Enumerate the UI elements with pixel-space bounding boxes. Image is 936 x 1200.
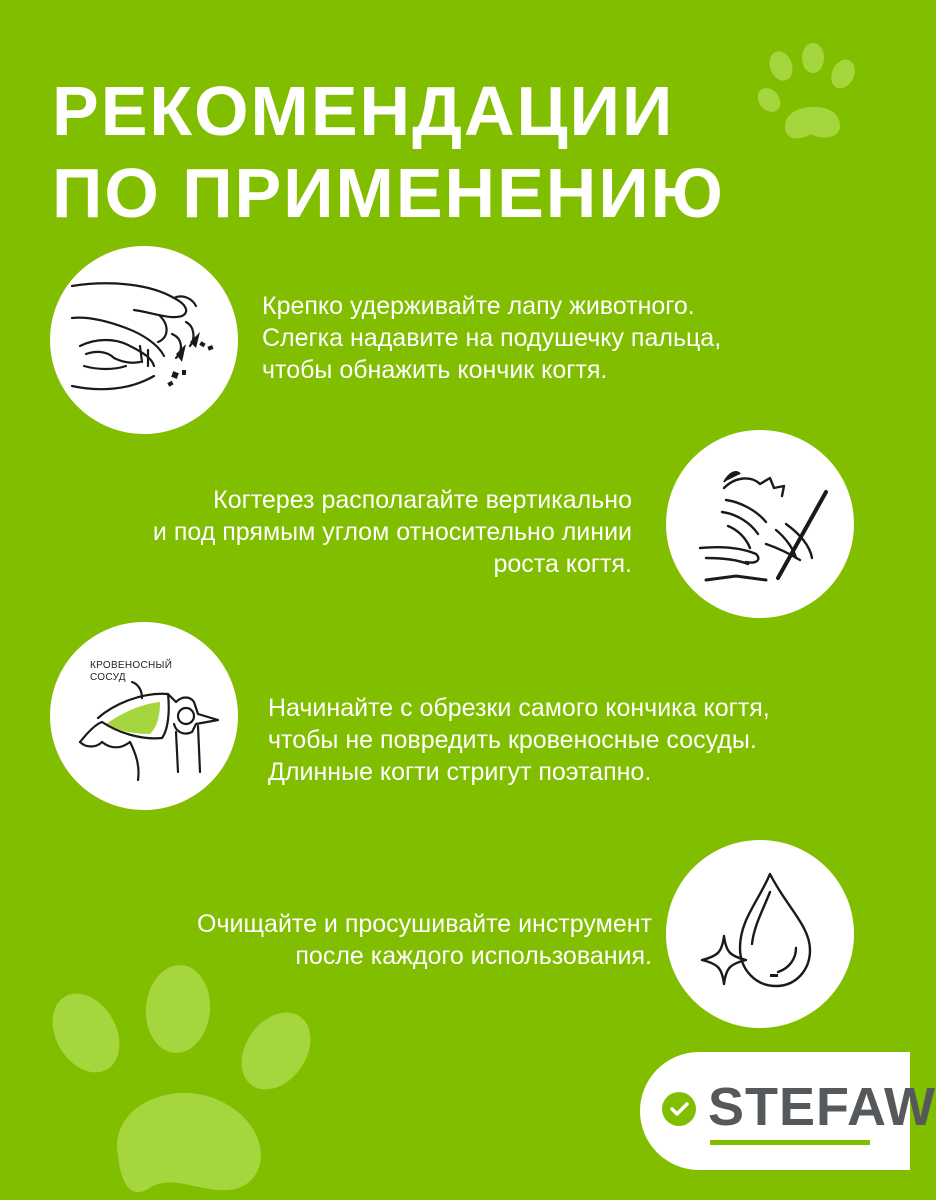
clean-drop-sparkle-icon (666, 840, 854, 1028)
step-4-line-1: Очищайте и просушивайте инструмент (197, 910, 652, 938)
step-2-line-3: роста когтя. (493, 550, 632, 578)
step-1-line-1: Крепко удерживайте лапу животного. (262, 292, 695, 320)
blood-vessel-label-line-2: СОСУД (90, 672, 126, 683)
step-1-line-3: чтобы обнажить кончик когтя. (262, 356, 608, 384)
logo-underline (710, 1138, 870, 1148)
step-3-icon-circle (50, 622, 238, 810)
step-4-text (20, 908, 652, 972)
step-1-icon-circle (50, 246, 238, 434)
step-3-line-1: Начинайте с обрезки самого кончика когтя, (268, 694, 770, 722)
hand-holding-paw-icon (50, 246, 238, 434)
check-badge-icon (662, 1092, 696, 1126)
paw-print-decoration-bottom (28, 965, 318, 1195)
step-1-text (262, 290, 882, 386)
clipper-angle-icon (666, 430, 854, 618)
step-2-line-1: Когтерез располагайте вертикально (213, 486, 632, 514)
step-2-line-2: и под прямым углом относительно линии (152, 518, 632, 546)
page-title (52, 70, 725, 234)
step-3-text (268, 692, 888, 788)
title-line-2: ПО ПРИМЕНЕНИЮ (52, 154, 725, 232)
step-3-line-2: чтобы не повредить кровеносные сосуды. (268, 726, 757, 754)
paw-print-decoration-top (755, 48, 865, 148)
step-2-text (20, 484, 632, 580)
blood-vessel-label (90, 660, 172, 684)
step-4-icon-circle (666, 840, 854, 1028)
brand-logo (640, 1052, 936, 1170)
brand-logo-text: STEFAW (708, 1077, 936, 1137)
title-line-1: РЕКОМЕНДАЦИИ (52, 72, 675, 150)
blood-vessel-label-line-1: КРОВЕНОСНЫЙ (90, 660, 173, 671)
step-1-line-2: Слегка надавите на подушечку пальца, (262, 324, 722, 352)
step-4-line-2: после каждого использования. (295, 942, 652, 970)
step-2-icon-circle (666, 430, 854, 618)
claw-blood-vessel-icon (50, 622, 238, 810)
step-3-line-3: Длинные когти стригут поэтапно. (268, 758, 652, 786)
